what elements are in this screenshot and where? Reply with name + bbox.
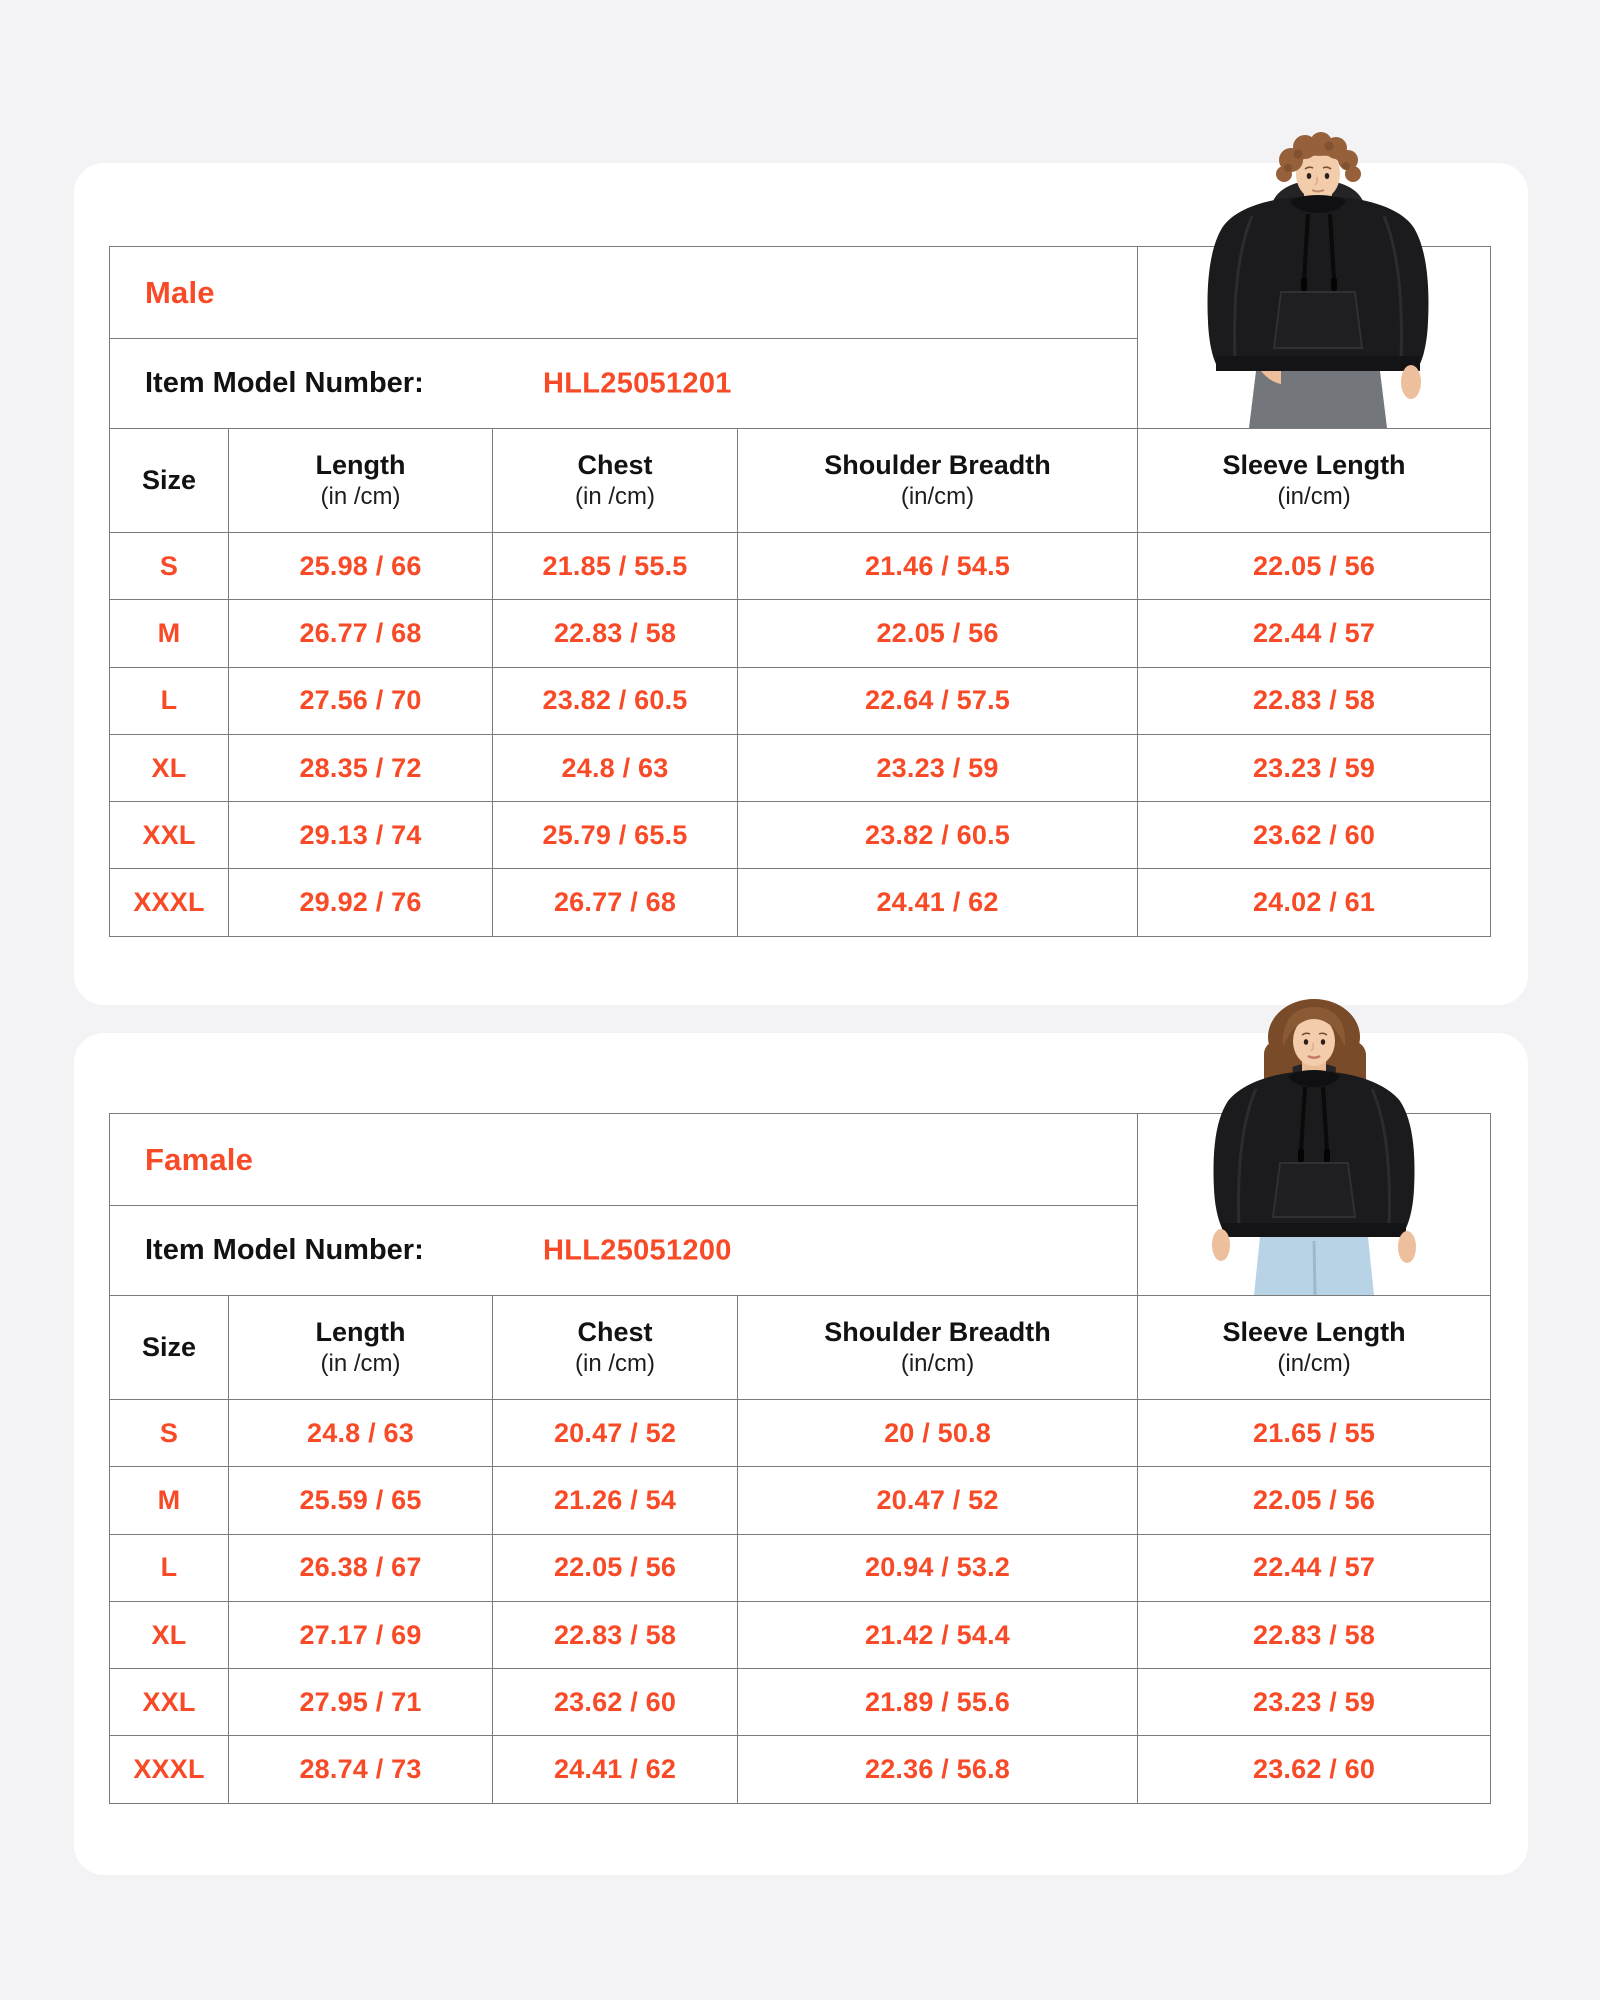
- measurement-cell: 21.65 / 55: [1138, 1400, 1491, 1467]
- measurement-cell: 20 / 50.8: [738, 1400, 1138, 1467]
- measurement-cell: 27.95 / 71: [229, 1669, 493, 1736]
- male-size-card: [74, 163, 1528, 1005]
- column-header-shoulder: [738, 1296, 1138, 1400]
- size-table-row: [110, 1601, 1491, 1668]
- measurement-cell: 27.56 / 70: [229, 667, 493, 734]
- column-header-chest: [493, 429, 738, 533]
- header-unit: (in/cm): [1277, 483, 1351, 511]
- column-header-size: [110, 1296, 229, 1400]
- measurement-cell: 24.41 / 62: [738, 869, 1138, 936]
- measurement-cell: 23.82 / 60.5: [738, 802, 1138, 869]
- measurement-cell: 22.44 / 57: [1138, 1534, 1491, 1601]
- size-cell: XL: [110, 734, 229, 801]
- column-header-sleeve: [1138, 1296, 1491, 1400]
- female-size-table: [109, 1113, 1491, 1804]
- measurement-cell: 22.05 / 56: [493, 1534, 738, 1601]
- model-number-value: HLL25051200: [543, 1234, 732, 1266]
- header-label: Sleeve Length: [1222, 1316, 1406, 1347]
- table-title-row: [110, 247, 1491, 339]
- header-label: Shoulder Breadth: [824, 1316, 1051, 1347]
- table-header-row: [110, 429, 1491, 533]
- measurement-cell: 22.83 / 58: [493, 1601, 738, 1668]
- size-table-row: [110, 533, 1491, 600]
- size-cell: M: [110, 1467, 229, 1534]
- header-unit: (in /cm): [320, 483, 401, 511]
- model-number-cell: [110, 1206, 1138, 1296]
- measurement-cell: 22.05 / 56: [1138, 533, 1491, 600]
- size-cell: XXL: [110, 1669, 229, 1736]
- model-number-cell: [110, 339, 1138, 429]
- measurement-cell: 24.02 / 61: [1138, 869, 1491, 936]
- measurement-cell: 22.36 / 56.8: [738, 1736, 1138, 1803]
- table-header-row: [110, 1296, 1491, 1400]
- female-size-rows: [110, 1400, 1491, 1804]
- header-unit: (in /cm): [320, 1350, 401, 1378]
- header-label: Length: [315, 1316, 406, 1347]
- measurement-cell: 22.05 / 56: [738, 600, 1138, 667]
- column-header-length: [229, 429, 493, 533]
- measurement-cell: 21.46 / 54.5: [738, 533, 1138, 600]
- measurement-cell: 24.41 / 62: [493, 1736, 738, 1803]
- male-size-rows: [110, 533, 1491, 937]
- header-label: Shoulder Breadth: [824, 449, 1051, 480]
- size-cell: L: [110, 667, 229, 734]
- measurement-cell: 27.17 / 69: [229, 1601, 493, 1668]
- measurement-cell: 20.47 / 52: [738, 1467, 1138, 1534]
- header-label: Chest: [577, 449, 653, 480]
- measurement-cell: 29.92 / 76: [229, 869, 493, 936]
- measurement-cell: 22.83 / 58: [493, 600, 738, 667]
- header-label: Sleeve Length: [1222, 449, 1406, 480]
- model-number-label: Item Model Number:: [145, 1234, 424, 1266]
- measurement-cell: 28.74 / 73: [229, 1736, 493, 1803]
- measurement-cell: 23.23 / 59: [738, 734, 1138, 801]
- model-photo-cell: [1138, 1114, 1491, 1296]
- size-cell: M: [110, 600, 229, 667]
- measurement-cell: 22.05 / 56: [1138, 1467, 1491, 1534]
- measurement-cell: 26.77 / 68: [229, 600, 493, 667]
- size-cell: L: [110, 1534, 229, 1601]
- measurement-cell: 23.82 / 60.5: [493, 667, 738, 734]
- measurement-cell: 23.62 / 60: [1138, 802, 1491, 869]
- measurement-cell: 21.42 / 54.4: [738, 1601, 1138, 1668]
- female-model-photo: [1164, 995, 1464, 1295]
- table-title-row: [110, 1114, 1491, 1206]
- column-header-chest: [493, 1296, 738, 1400]
- measurement-cell: 23.62 / 60: [493, 1669, 738, 1736]
- header-unit: (in/cm): [1277, 1350, 1351, 1378]
- size-table-row: [110, 600, 1491, 667]
- size-cell: S: [110, 533, 229, 600]
- header-label: Size: [141, 1331, 197, 1362]
- column-header-length: [229, 1296, 493, 1400]
- male-model-photo: [1164, 132, 1464, 428]
- measurement-cell: 20.47 / 52: [493, 1400, 738, 1467]
- measurement-cell: 24.8 / 63: [493, 734, 738, 801]
- size-cell: XL: [110, 1601, 229, 1668]
- measurement-cell: 22.83 / 58: [1138, 1601, 1491, 1668]
- size-table-row: [110, 1534, 1491, 1601]
- measurement-cell: 23.23 / 59: [1138, 734, 1491, 801]
- model-photo-cell: [1138, 247, 1491, 429]
- size-table-row: [110, 1669, 1491, 1736]
- size-cell: S: [110, 1400, 229, 1467]
- measurement-cell: 23.62 / 60: [1138, 1736, 1491, 1803]
- size-table-row: [110, 1400, 1491, 1467]
- size-cell: XXXL: [110, 869, 229, 936]
- header-label: Length: [315, 449, 406, 480]
- measurement-cell: 21.85 / 55.5: [493, 533, 738, 600]
- measurement-cell: 26.77 / 68: [493, 869, 738, 936]
- measurement-cell: 25.59 / 65: [229, 1467, 493, 1534]
- size-cell: XXL: [110, 802, 229, 869]
- measurement-cell: 25.79 / 65.5: [493, 802, 738, 869]
- model-number-label: Item Model Number:: [145, 367, 424, 399]
- header-unit: (in /cm): [575, 483, 655, 511]
- column-header-shoulder: [738, 429, 1138, 533]
- measurement-cell: 28.35 / 72: [229, 734, 493, 801]
- measurement-cell: 21.89 / 55.6: [738, 1669, 1138, 1736]
- measurement-cell: 21.26 / 54: [493, 1467, 738, 1534]
- size-cell: XXXL: [110, 1736, 229, 1803]
- column-header-sleeve: [1138, 429, 1491, 533]
- table-title: Male: [110, 247, 1138, 339]
- measurement-cell: 22.83 / 58: [1138, 667, 1491, 734]
- male-size-table: [109, 246, 1491, 937]
- header-unit: (in /cm): [575, 1350, 655, 1378]
- measurement-cell: 29.13 / 74: [229, 802, 493, 869]
- size-table-row: [110, 1467, 1491, 1534]
- header-unit: (in/cm): [900, 483, 975, 511]
- female-size-card: [74, 1033, 1528, 1875]
- table-title: Famale: [110, 1114, 1138, 1206]
- size-table-row: [110, 869, 1491, 936]
- size-table-row: [110, 667, 1491, 734]
- column-header-size: [110, 429, 229, 533]
- measurement-cell: 24.8 / 63: [229, 1400, 493, 1467]
- size-table-row: [110, 734, 1491, 801]
- header-label: Chest: [577, 1316, 653, 1347]
- measurement-cell: 23.23 / 59: [1138, 1669, 1491, 1736]
- measurement-cell: 20.94 / 53.2: [738, 1534, 1138, 1601]
- measurement-cell: 26.38 / 67: [229, 1534, 493, 1601]
- measurement-cell: 25.98 / 66: [229, 533, 493, 600]
- measurement-cell: 22.64 / 57.5: [738, 667, 1138, 734]
- size-table-row: [110, 1736, 1491, 1803]
- header-unit: (in/cm): [900, 1350, 975, 1378]
- measurement-cell: 22.44 / 57: [1138, 600, 1491, 667]
- header-label: Size: [141, 464, 197, 495]
- size-table-row: [110, 802, 1491, 869]
- model-number-value: HLL25051201: [543, 367, 732, 399]
